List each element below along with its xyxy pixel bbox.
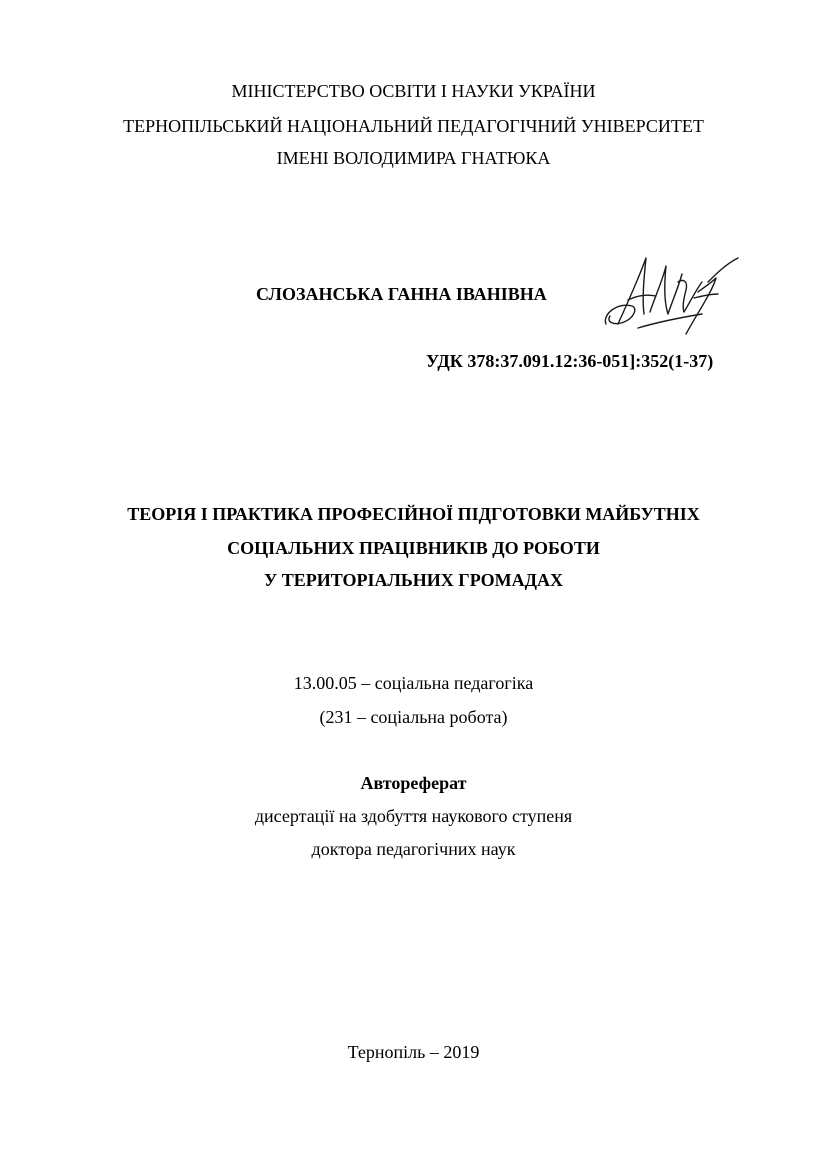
ministry-heading: МІНІСТЕРСТВО ОСВІТИ І НАУКИ УКРАЇНИ xyxy=(231,81,596,101)
dissertation-title-line1: ТЕОРІЯ І ПРАКТИКА ПРОФЕСІЙНОЇ ПІДГОТОВКИ МАЙБУТНІХ xyxy=(127,504,700,524)
specialty-code: 13.00.05 – соціальна педагогіка xyxy=(293,673,534,693)
specialty-alt-code: (231 – соціальна робота) xyxy=(319,707,508,727)
signature-icon xyxy=(598,252,748,336)
document-type-line2: доктора педагогічних наук xyxy=(311,839,516,859)
document-type-line1: дисертації на здобуття наукового ступеня xyxy=(254,806,573,826)
author-name: СЛОЗАНСЬКА ГАННА ІВАНІВНА xyxy=(256,284,547,304)
udc-code: УДК 378:37.091.12:36-051]:352(1-37) xyxy=(426,351,714,371)
university-heading-line2: ІМЕНІ ВОЛОДИМИРА ГНАТЮКА xyxy=(276,148,551,168)
dissertation-title-line3: У ТЕРИТОРІАЛЬНИХ ГРОМАДАХ xyxy=(263,570,563,590)
university-heading-line1: ТЕРНОПІЛЬСЬКИЙ НАЦІОНАЛЬНИЙ ПЕДАГОГІЧНИЙ УНІВЕРСИТЕТ xyxy=(123,116,704,136)
city-year: Тернопіль – 2019 xyxy=(347,1042,480,1062)
dissertation-title-line2: СОЦІАЛЬНИХ ПРАЦІВНИКІВ ДО РОБОТИ xyxy=(227,538,600,558)
document-type-label: Автореферат xyxy=(360,773,467,793)
